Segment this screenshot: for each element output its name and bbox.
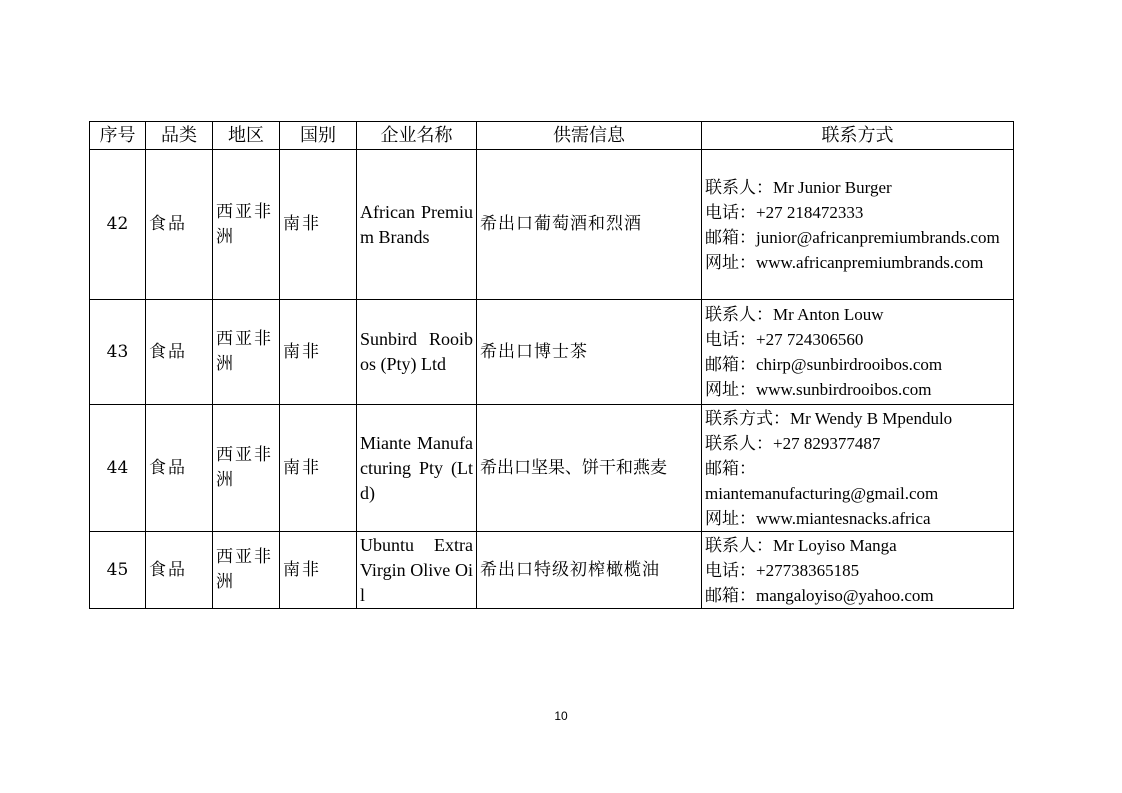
table-row [90, 532, 1014, 609]
contact-line: 联系方式：Mr Wendy B Mpendulo [705, 408, 953, 428]
contact-line: miantemanufacturing@gmail.com [705, 483, 939, 503]
contact-line: 电话：+27738365185 [705, 560, 860, 580]
header-no: 序号 [90, 122, 146, 150]
header-country: 国别 [280, 122, 357, 150]
row-company: Miante Manufacturing Pty (Ltd) [357, 405, 477, 532]
header-company: 企业名称 [357, 122, 477, 150]
enterprise-table [89, 121, 1014, 609]
contact-line: 网址：www.sunbirdrooibos.com [705, 380, 932, 399]
contact-line: 邮箱：junior@africanpremiumbrands.com [705, 227, 1000, 247]
page-number: 10 [554, 709, 568, 723]
row-country: 南非 [280, 150, 357, 300]
header-contact: 联系方式 [702, 122, 1014, 150]
contact-line: 联系人：Mr Loyiso Manga [705, 535, 897, 555]
contact-line: 网址：www.miantesnacks.africa [705, 508, 931, 528]
row-demand: 希出口葡萄酒和烈酒 [477, 150, 702, 300]
row-no: 42 [90, 150, 146, 300]
row-demand: 希出口坚果、饼干和燕麦 [477, 405, 702, 532]
row-demand: 希出口博士茶 [477, 300, 702, 405]
row-region: 西亚非洲 [213, 532, 280, 609]
row-region: 西亚非洲 [213, 300, 280, 405]
contact-line: 电话：+27 218472333 [705, 202, 864, 222]
row-contact [702, 532, 1014, 609]
header-row [90, 122, 1014, 150]
header-demand: 供需信息 [477, 122, 702, 150]
row-country: 南非 [280, 405, 357, 532]
contact-line: 邮箱：chirp@sunbirdrooibos.com [705, 355, 943, 374]
header-category: 品类 [146, 122, 213, 150]
row-contact [702, 150, 1014, 300]
contact-line: 邮箱： [705, 458, 756, 478]
contact-line: 网址：www.africanpremiumbrands.com [705, 252, 984, 272]
table-row [90, 300, 1014, 405]
row-contact [702, 405, 1014, 532]
contact-line: 邮箱：mangaloyiso@yahoo.com [705, 585, 934, 605]
table-row [90, 405, 1014, 532]
contact-line: 联系人：Mr Anton Louw [705, 305, 884, 324]
row-no: 44 [90, 405, 146, 532]
row-category: 食品 [146, 150, 213, 300]
row-demand: 希出口特级初榨橄榄油 [477, 532, 702, 609]
row-company: Ubuntu Extra Virgin Olive Oil [357, 532, 477, 609]
row-country: 南非 [280, 532, 357, 609]
row-region: 西亚非洲 [213, 405, 280, 532]
row-region: 西亚非洲 [213, 150, 280, 300]
row-company: Sunbird Rooibos (Pty) Ltd [357, 300, 477, 405]
row-company: African Premium Brands [357, 150, 477, 300]
table-row [90, 150, 1014, 300]
row-country: 南非 [280, 300, 357, 405]
row-no: 43 [90, 300, 146, 405]
row-category: 食品 [146, 300, 213, 405]
row-contact [702, 300, 1014, 405]
header-region: 地区 [213, 122, 280, 150]
contact-line: 联系人：+27 829377487 [705, 433, 881, 453]
contact-line: 电话：+27 724306560 [705, 330, 864, 349]
row-no: 45 [90, 532, 146, 609]
row-category: 食品 [146, 405, 213, 532]
contact-line: 联系人：Mr Junior Burger [705, 177, 892, 197]
row-category: 食品 [146, 532, 213, 609]
